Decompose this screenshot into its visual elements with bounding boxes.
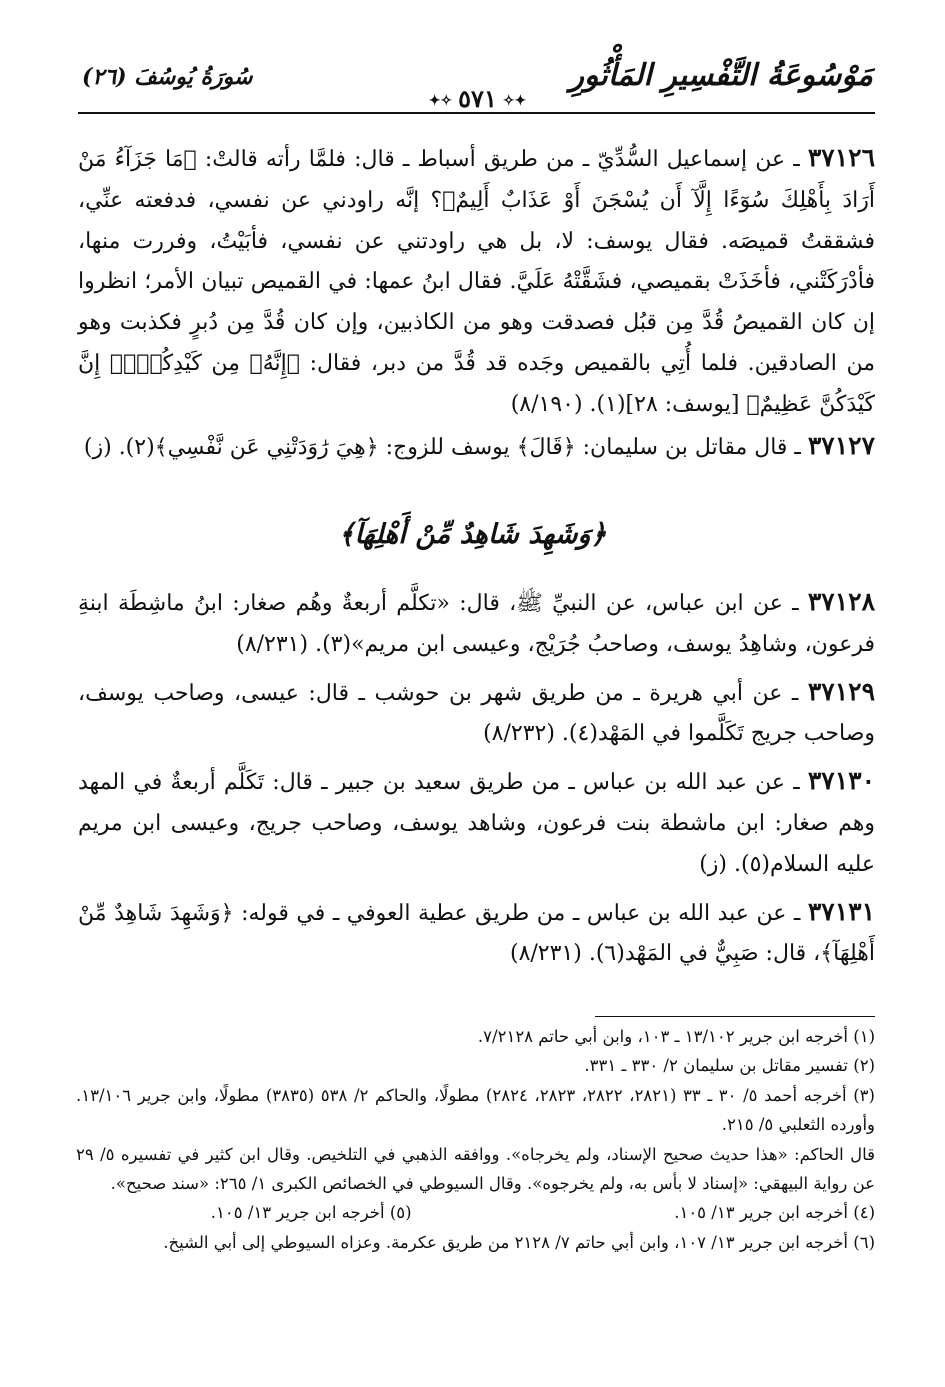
- footnote-4: (٤) أخرجه ابن جرير ١٣/ ١٠٥.: [674, 1203, 875, 1223]
- entry-text: ـ عن أبي هريرة ـ من طريق شهر بن حوشب ـ قال: عيسى، وصاحب يوسف، وصاحب جريج تَكَلَّموا في المَهْد(٤). (٨/٢٣٢): [78, 680, 875, 747]
- entry-number: ٣٧١٣١: [807, 896, 875, 926]
- entry-number: ٣٧١٢٩: [807, 676, 875, 706]
- page-number: ٥٧١: [458, 84, 497, 113]
- entry-37127: [78, 426, 875, 469]
- entry-37131: [78, 892, 875, 976]
- footnote-3: (٣) أخرجه أحمد ٥/ ٣٠ ـ ٣٣ (٢٨٢١، ٢٨٢٢، ٢٨٢٣، ٢٨٢٤) مطولًا، والحاكم ٢/ ٥٣٨ (٣٨٣٥) مطولًا، وابن جرير ١٣/١٠٦. وأورده الثعلبي ٥/ ٢١٥.: [76, 1085, 875, 1135]
- entry-text: ـ عن ابن عباس، عن النبيِّ ﷺ، قال: «تكلَّم أربعةٌ وهُم صغار: ابنُ ماشِطَة ابنةِ فرعون، وشاهِدُ يوسف، وصاحبُ جُرَيْج، وعيسى ابن مريم»(٣). (٨/٢٣١): [78, 591, 875, 657]
- footnote-pair: [76, 1198, 875, 1227]
- footnote-3-comment: قال الحاكم: «هذا حديث صحيح الإسناد، ولم يخرجاه». ووافقه الذهبي في التلخيص. وقال ابن كثير في تفسيره ٥/ ٢٩ عن رواية البيهقي: «إسناد لا بأس به، ولم يخرجوه». وقال السيوطي في الخصائص الكبرى ١/ ٢٦٥: «سند صحيح».: [76, 1144, 875, 1194]
- entry-37130: [78, 761, 875, 885]
- book-title: مَوْسُوعَةُ التَّفْسِيرِ المَأْثُورِ: [569, 58, 873, 93]
- surah-label: سُورَةُ يُوسُفَ (٢٦): [82, 64, 253, 90]
- entry-number: ٣٧١٢٨: [807, 587, 875, 616]
- entry-text: ـ عن عبد الله بن عباس ـ من طريق عطية العوفي ـ في قوله: ﴿وَشَهِدَ شَاهِدٌ مِّنْ أَهْلِهَآ﴾، قال: صَبِيٌّ في المَهْد(٦). (٨/٢٣١): [78, 900, 875, 967]
- entry-37129: [78, 672, 875, 756]
- entry-37128: [78, 582, 875, 666]
- ornament-icon: ✦✧: [502, 92, 527, 109]
- header-rule: [78, 112, 875, 114]
- footnotes: [76, 1022, 875, 1257]
- section-title: ﴿وَشَهِدَ شَاهِدٌ مِّنْ أَهْلِهَآ﴾: [338, 519, 607, 550]
- ornament-icon: ✧✦: [428, 92, 453, 109]
- footnote-5: (٥) أخرجه ابن جرير ١٣/ ١٠٥.: [210, 1203, 412, 1223]
- entry-number: ٣٧١٢٧: [807, 430, 875, 460]
- main-text-bottom: [78, 582, 875, 975]
- footnote-2: (٢) تفسير مقاتل بن سليمان ٢/ ٣٣٠ ـ ٣٣١.: [584, 1056, 875, 1076]
- entry-37126: [78, 138, 875, 426]
- entry-number: ٣٧١٢٦: [807, 143, 875, 172]
- footnote-6: (٦) أخرجه ابن جرير ١٣/ ١٠٧، وابن أبي حاتم ٧/ ٢١٢٨ من طريق عكرمة. وعزاه السيوطي إلى أبي الشيخ.: [163, 1232, 875, 1252]
- running-header: [82, 58, 873, 113]
- page-number-row: [82, 84, 873, 113]
- footnote-separator: [595, 1016, 875, 1017]
- entry-number: ٣٧١٣٠: [807, 766, 875, 796]
- main-text-top: [78, 138, 875, 468]
- entry-text: ـ قال مقاتل بن سليمان: ﴿قَالَ﴾ يوسف للزوج: ﴿هِيَ رَٰوَدَتْنِي عَن نَّفْسِي﴾(٢). (ز): [83, 434, 808, 460]
- entry-text: ـ عن إسماعيل السُّدِّيّ ـ من طريق أسباط ـ قال: فلمَّا رأته قالتْ: ﴿مَا جَزَآءُ مَنْ أَرَادَ بِأَهْلِكَ سُوٓءًا إِلَّآ أَن يُسْجَنَ أَوْ عَذَابٌ أَلِيمٌ﴾؟ إنَّه راودني عن نفسي، فدفعته عنِّي، فشققتُ قميصَه. فقال يوسف: لا، بل هي راودتني عن نفسي، فأبَيْتُ، وفررت منها، فأدْرَكَتْني، فأخَذَتْ بقميصي، فشَقَّتْهُ عَلَيَّ. فقال ابنُ عمها: في القميص تبيان الأمر؛ انظروا إن كان القميصُ قُدَّ مِن قبُل فصدقت وهو من الكاذبين، وإن كان قُدَّ مِن دُبرٍ فكذبت وهو من الصادقين. فلما أُتِي بالقميص وجَده قد قُدَّ من دبر، فقال: ﴿إِنَّهُۥ مِن كَيْدِكُنَّۖ إِنَّ كَيْدَكُنَّ عَظِيمٌ﴾ [يوسف: ٢٨](١). (٨/١٩٠): [78, 147, 875, 417]
- entry-text: ـ عن عبد الله بن عباس ـ من طريق سعيد بن جبير ـ قال: تَكَلَّم أربعةٌ في المهد وهم صغار: ابن ماشطة بنت فرعون، وشاهد يوسف، وصاحب جريج، وعيسى ابن مريم عليه السلام(٥). (ز): [78, 770, 875, 877]
- footnote-1: (١) أخرجه ابن جرير ١٣/١٠٢ ـ ١٠٣، وابن أبي حاتم ٧/٢١٢٨.: [477, 1027, 875, 1046]
